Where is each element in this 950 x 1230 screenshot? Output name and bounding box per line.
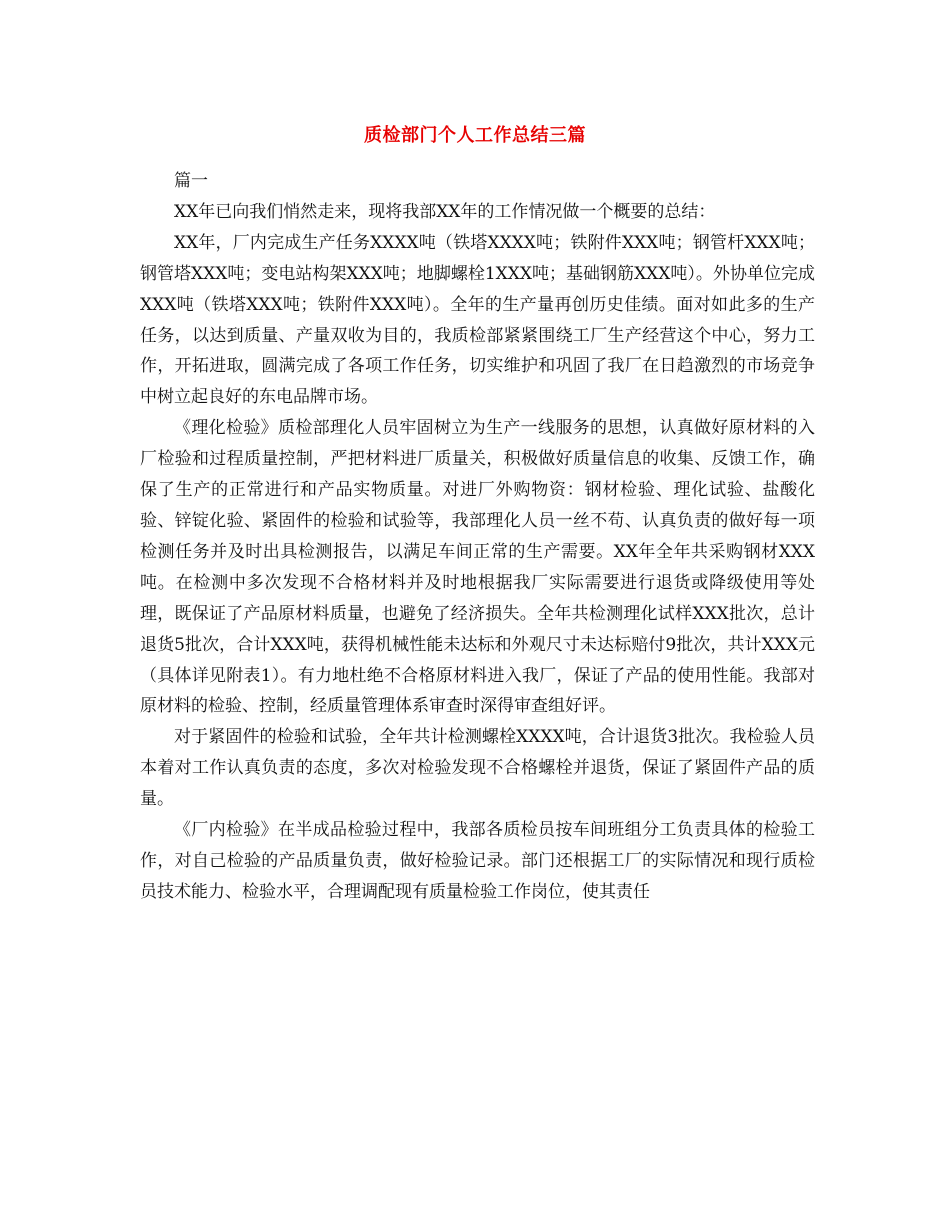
paragraph: 《厂内检验》在半成品检验过程中，我部各质检员按车间班组分工负责具体的检验工作，对自己检验的产品质量负责，做好检验记录。部门还根据工厂的实际情况和现行质检员技术能力、检验水平，合理调配现有质量检验工作岗位，使其责任 [140,820,815,902]
paragraph: 《理化检验》质检部理化人员牢固树立为生产一线服务的思想，认真做好原材料的入厂检验和过程质量控制，严把材料进厂质量关，积极做好质量信息的收集、反馈工作，确保了生产的正常进行和产品实物质量。对进厂外购物资：钢材检验、理化试验、盐酸化验、锌锭化验、紧固件的检验和试验等，我部理化人员一丝不苟、认真负责的做好每一项检测任务并及时出具检测报告，以满足车间正常的生产需要。XX年全年共采购钢材XXX吨。在检测中多次发现不合格材料并及时地根据我厂实际需要进行退货或降级使用等处理，既保证了产品原材料质量，也避免了经济损失。全年共检测理化试样XXX批次，总计退货5批次，合计XXX吨，获得机械性能未达标和外观尺寸未达标赔付9批次，共计XXX元（具体详见附表1）。有力地杜绝不合格原材料进入我厂，保证了产品的使用性能。我部对原材料的检验、控制，经质量管理体系审查时深得审查组好评。 [140,418,815,717]
document-title: 质检部门个人工作总结三篇 [364,125,586,146]
paragraph: 对于紧固件的检验和试验，全年共计检测螺栓XXXX吨，合计退货3批次。我检验人员本着对工作认真负责的态度，多次对检验发现不合格螺栓并退货，保证了紧固件产品的质量。 [140,727,815,810]
document-body [140,166,815,908]
section-heading: 篇一 [174,171,208,191]
paragraph: XX年已向我们悄然走来，现将我部XX年的工作情况做一个概要的总结： [174,201,716,222]
paragraph: XX年，厂内完成生产任务XXXX吨（铁塔XXXX吨；铁附件XXX吨；钢管杆XXX吨；钢管塔XXX吨；变电站构架XXX吨；地脚螺栓1XXX吨；基础钢筋XXX吨）。外协单位完成XXX吨（铁塔XXX吨；铁附件XXX吨）。全年的生产量再创历史佳绩。面对如此多的生产任务，以达到质量、产量双收为目的，我质检部紧紧围绕工厂生产经营这个中心，努力工作，开拓进取，圆满完成了各项工作任务，切实维护和巩固了我厂在日趋激烈的市场竞争中树立起良好的东电品牌市场。 [140,232,815,408]
